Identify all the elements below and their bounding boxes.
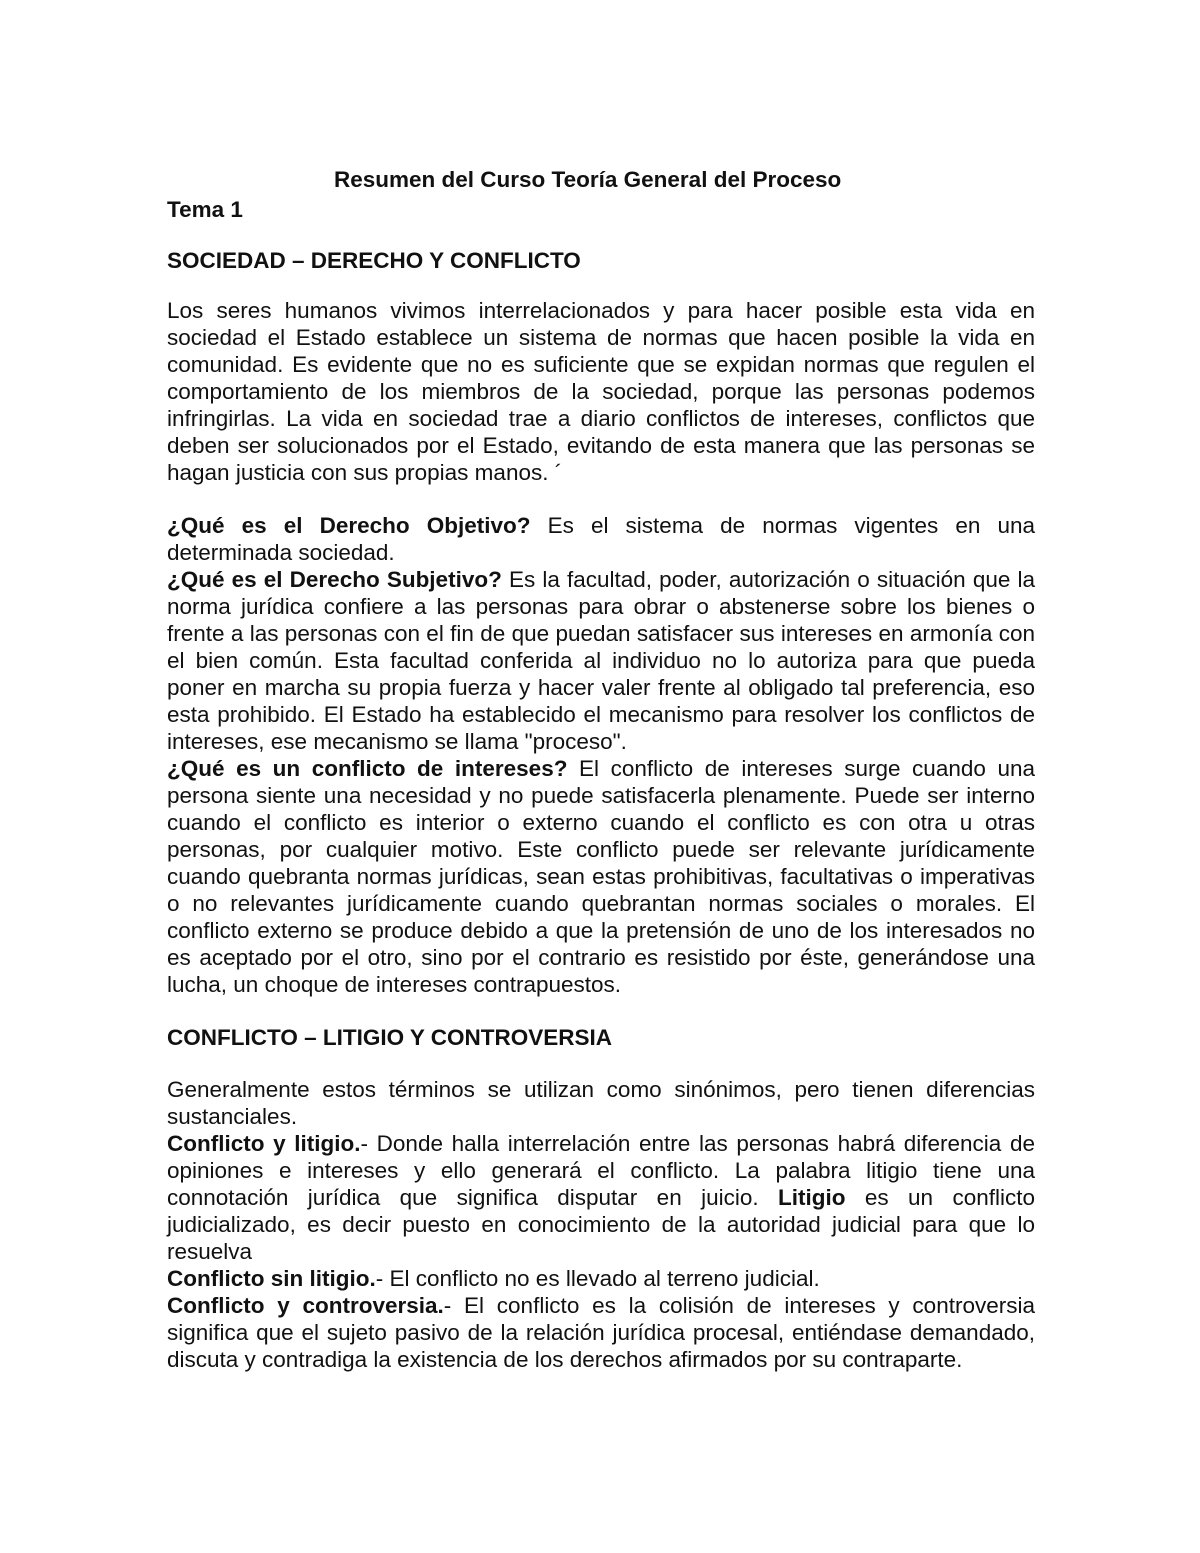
topic-label: Tema 1: [167, 197, 243, 222]
definition-text: es un conflicto judicializado, es decir puesto en conocimiento de la autoridad judicial para que lo resuelva: [167, 1185, 1035, 1264]
question-term: ¿Qué es el Derecho Objetivo?: [167, 513, 531, 538]
document-title: Resumen del Curso Teoría General del Proceso: [334, 167, 842, 192]
definition-term: Conflicto y litigio.: [167, 1131, 361, 1156]
definition-term: Litigio: [778, 1185, 846, 1210]
question-term: ¿Qué es un conflicto de intereses?: [167, 756, 568, 781]
definition-text: - El conflicto es la colisión de intereses y controversia significa que el sujeto pasivo de la relación jurídica procesal, entiéndase demandado, discuta y contradiga la existencia de los derechos afirmados por su contraparte.: [167, 1293, 1035, 1372]
definition-conflicto-intereses: [167, 755, 1035, 998]
section-intro-paragraph: Los seres humanos vivimos interrelacionados y para hacer posible esta vida en sociedad el Estado establece un sistema de normas que hacen posible la vida en comunidad. Es evidente que no es suficiente que se expidan normas que regulen el comportamiento de los miembros de la sociedad, porque las personas podemos infringirlas. La vida en sociedad trae a diario conflictos de intereses, conflictos que deben ser solucionados por el Estado, evitando de esta manera que las personas se hagan justicia con sus propias manos. ´: [167, 298, 1035, 485]
definition-conflicto-controversia: [167, 1292, 1035, 1373]
definition-conflicto-litigio: [167, 1130, 1035, 1265]
section-intro-paragraph: Generalmente estos términos se utilizan como sinónimos, pero tienen diferencias sustanciales.: [167, 1077, 1035, 1129]
definition-text: El conflicto de intereses surge cuando una persona siente una necesidad y no puede satisfacerla plenamente. Puede ser interno cuando el conflicto es interior o externo cuando el conflicto es con otra u otras personas, por cualquier motivo. Este conflicto puede ser relevante jurídicamente cuando quebranta normas jurídicas, sean estas prohibitivas, facultativas o imperativas o no relevantes jurídicamente cuando quebrantan normas sociales o morales. El conflicto externo se produce debido a que la pretensión de uno de los interesados no es aceptado por el otro, sino por el contrario es resistido por éste, generándose una lucha, un choque de intereses contrapuestos.: [167, 756, 1035, 997]
question-term: ¿Qué es el Derecho Subjetivo?: [167, 567, 502, 592]
definition-term: Conflicto sin litigio.: [167, 1266, 376, 1291]
document-body: [167, 165, 1035, 1373]
definition-text: - El conflicto no es llevado al terreno judicial.: [375, 1266, 820, 1291]
definition-derecho-subjetivo: [167, 566, 1035, 755]
definition-derecho-objetivo: [167, 512, 1035, 566]
section-heading-sociedad: SOCIEDAD – DERECHO Y CONFLICTO: [167, 248, 581, 273]
definition-conflicto-sin-litigio: [167, 1265, 1035, 1292]
definition-term: Conflicto y controversia.: [167, 1293, 444, 1318]
section-heading-conflicto: CONFLICTO – LITIGIO Y CONTROVERSIA: [167, 1025, 613, 1050]
definition-text: Es la facultad, poder, autorización o situación que la norma jurídica confiere a las personas para obrar o abstenerse sobre los bienes o frente a las personas con el fin de que puedan satisfacer sus intereses en armonía con el bien común. Esta facultad conferida al individuo no lo autoriza para que pueda poner en marcha su propia fuerza y hacer valer frente al obligado tal preferencia, eso esta prohibido. El Estado ha establecido el mecanismo para resolver los conflictos de intereses, ese mecanismo se llama "proceso".: [167, 567, 1035, 754]
definition-text: Es el sistema de normas vigentes en una determinada sociedad.: [167, 513, 1035, 565]
definition-text: - Donde halla interrelación entre las personas habrá diferencia de opiniones e intereses y ello generará el conflicto. La palabra litigio tiene una connotación jurídica que significa disputar en juicio.: [167, 1131, 1035, 1210]
